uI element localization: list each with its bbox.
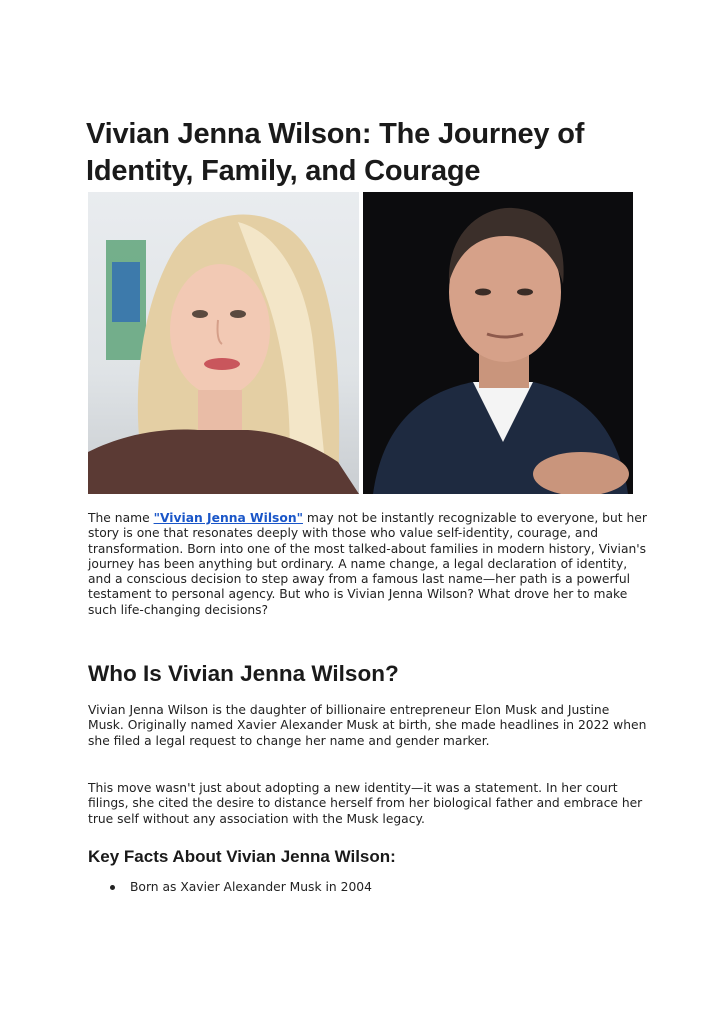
fact-text: Born as Xavier Alexander Musk in 2004: [130, 880, 372, 894]
name-link[interactable]: "Vivian Jenna Wilson": [153, 511, 303, 525]
section-paragraph-1: Vivian Jenna Wilson is the daughter of billionaire entrepreneur Elon Musk and Justine Musk. Originally named Xavier Alexander Musk at birth, she made headlines in 2022 when she filed a legal request to change her name and gender marker.: [88, 703, 647, 748]
intro-text-after: may not be instantly recognizable to everyone, but her story is one that resonates deeply with those who value self-identity, courage, and transformation. Born into one of the most talked-about families in modern history, Vivian's journey has been anything but ordinary. A name change, a legal declaration of identity, and a conscious decision to step away from a famous last name—her path is a powerful testament to personal agency. But who is Vivian Jenna Wilson? What drove her to make such life-changing decisions?: [88, 511, 647, 617]
list-item: [110, 880, 372, 895]
bullet-icon: [110, 885, 115, 890]
right-portrait-photo: [363, 192, 633, 494]
intro-text-before: The name: [88, 511, 154, 525]
portrait-photo-icon: [88, 192, 359, 494]
photo-collage: [88, 192, 633, 494]
section-heading: Who Is Vivian Jenna Wilson?: [88, 661, 399, 686]
left-portrait-photo: [88, 192, 359, 494]
facts-heading: Key Facts About Vivian Jenna Wilson:: [88, 847, 396, 866]
article-title: Vivian Jenna Wilson: The Journey of Identity, Family, and Courage: [86, 118, 585, 187]
portrait-photo-icon: [363, 192, 633, 494]
intro-paragraph: [88, 511, 648, 618]
facts-list: [110, 880, 372, 895]
section-paragraph-2: This move wasn't just about adopting a new identity—it was a statement. In her court filings, she cited the desire to distance herself from her biological father and embrace her true self without any association with the Musk legacy.: [88, 781, 643, 826]
